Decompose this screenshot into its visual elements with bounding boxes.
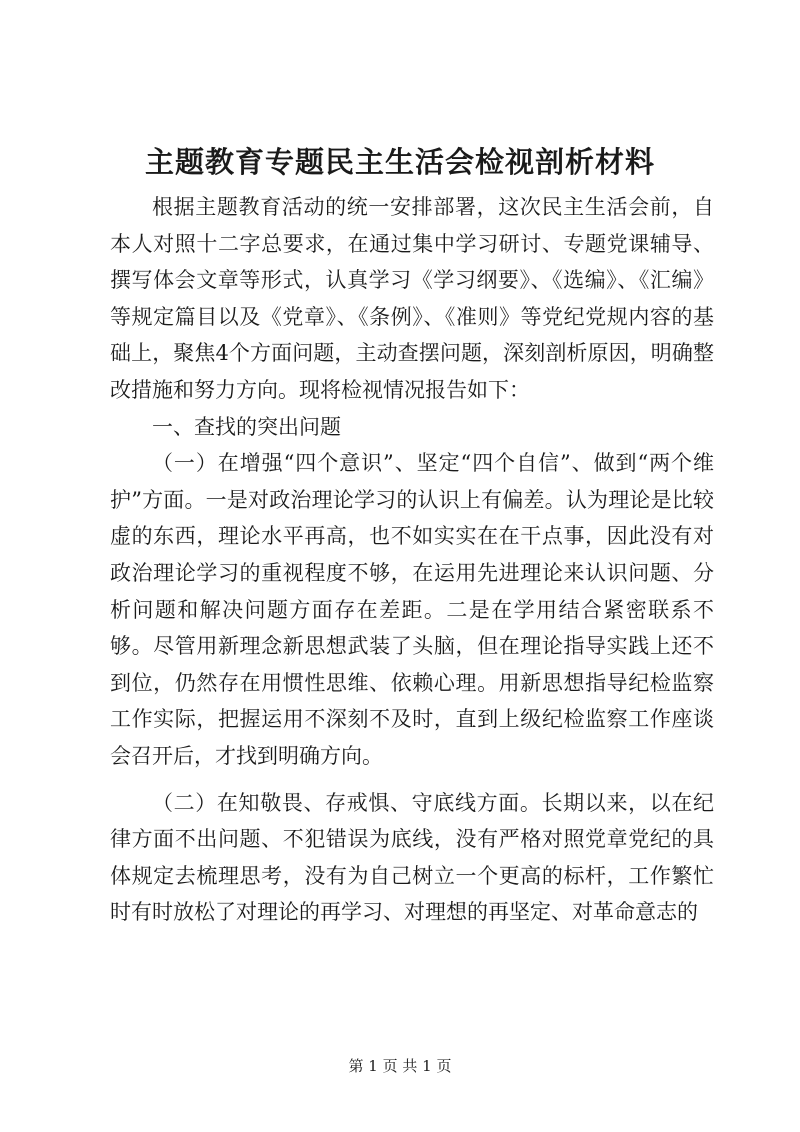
- intro-paragraph: 根据主题教育活动的统一安排部署，这次民主生活会前，自本人对照十二字总要求，在通过集中学习研讨、专题党课辅导、撰写体会文章等形式，认真学习《学习纲要》、《选编》、《汇编》等规定篇目以及《党章》、《条例》、《准则》等党纪党规内容的基础上，聚焦4个方面问题，主动查摆问题，深刻剖析原因，明确整改措施和努力方向。现将检视情况报告如下：: [110, 195, 714, 402]
- section-heading: 一、查找的突出问题: [152, 414, 341, 439]
- body-paragraph: （一）在增强“四个意识”、坚定“四个自信”、做到“两个维护”方面。一是对政治理论学习的认识上有偏差。认为理论是比较虚的东西，理论水平再高，也不如实实在在干点事，因此没有对政治理论学习的重视程度不够，在运用先进理论来认识问题、分析问题和解决问题方面存在差距。二是在学用结合紧密联系不够。尽管用新理念新思想武装了头脑，但在理论指导实践上还不到位，仍然存在用惯性思维、依赖心理。用新思想指导纪检监察工作实际，把握运用不深刻不及时，直到上级纪检监察工作座谈会召开后，才找到明确方向。: [110, 451, 714, 768]
- document-body: [110, 189, 714, 931]
- body-paragraph: （二）在知敬畏、存戒惧、守底线方面。长期以来，以在纪律方面不出问题、不犯错误为底线，没有严格对照党章党纪的具体规定去梳理思考，没有为自己树立一个更高的标杆，工作繁忙时有时放松了对理论的再学习、对理想的再坚定、对革命意志的: [110, 790, 714, 925]
- page-footer: 第 1 页 共 1 页: [348, 1057, 452, 1075]
- document-title: 主题教育专题民主生活会检视剖析材料: [144, 145, 655, 179]
